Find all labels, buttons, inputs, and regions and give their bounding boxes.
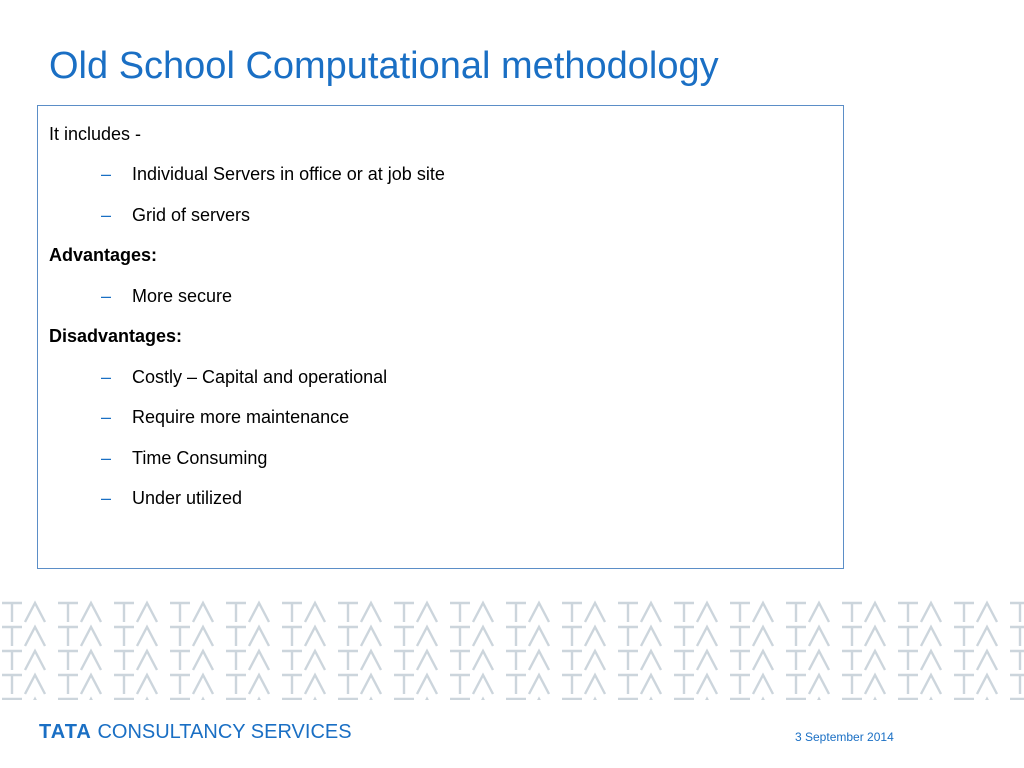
list-item-text: Require more maintenance bbox=[132, 407, 350, 427]
consultancy-wordmark: CONSULTANCY SERVICES bbox=[97, 721, 352, 743]
dash-bullet-icon: – bbox=[101, 205, 112, 225]
list-item-text: Grid of servers bbox=[132, 205, 251, 225]
advantages-heading: Advantages: bbox=[49, 245, 158, 265]
list-item bbox=[101, 366, 387, 388]
intro-text: It includes - bbox=[49, 124, 142, 144]
slide-title: Old School Computational methodology bbox=[49, 45, 719, 87]
list-item bbox=[101, 447, 267, 469]
list-item-text: Time Consuming bbox=[132, 448, 268, 468]
dash-bullet-icon: – bbox=[101, 367, 112, 387]
dash-bullet-icon: – bbox=[101, 448, 112, 468]
list-item bbox=[101, 163, 445, 185]
dash-bullet-icon: – bbox=[101, 488, 112, 508]
tata-pattern-background bbox=[0, 600, 1024, 700]
dash-bullet-icon: – bbox=[101, 164, 112, 184]
slide-date: 3 September 2014 bbox=[795, 730, 894, 744]
list-item-text: More secure bbox=[132, 286, 233, 306]
list-item-text: Costly – Capital and operational bbox=[132, 367, 388, 387]
tata-wordmark: TATA bbox=[39, 721, 92, 743]
tcs-logo bbox=[39, 721, 352, 744]
list-item bbox=[101, 487, 242, 509]
dash-bullet-icon: – bbox=[101, 407, 112, 427]
list-item-text: Individual Servers in office or at job site bbox=[132, 164, 445, 184]
tata-pattern-graphic bbox=[0, 600, 1024, 700]
list-item bbox=[101, 285, 232, 307]
disadvantages-heading: Disadvantages: bbox=[49, 326, 183, 346]
dash-bullet-icon: – bbox=[101, 286, 112, 306]
list-item-text: Under utilized bbox=[132, 488, 243, 508]
list-item bbox=[101, 204, 250, 226]
content-box bbox=[37, 105, 844, 569]
list-item bbox=[101, 406, 349, 428]
